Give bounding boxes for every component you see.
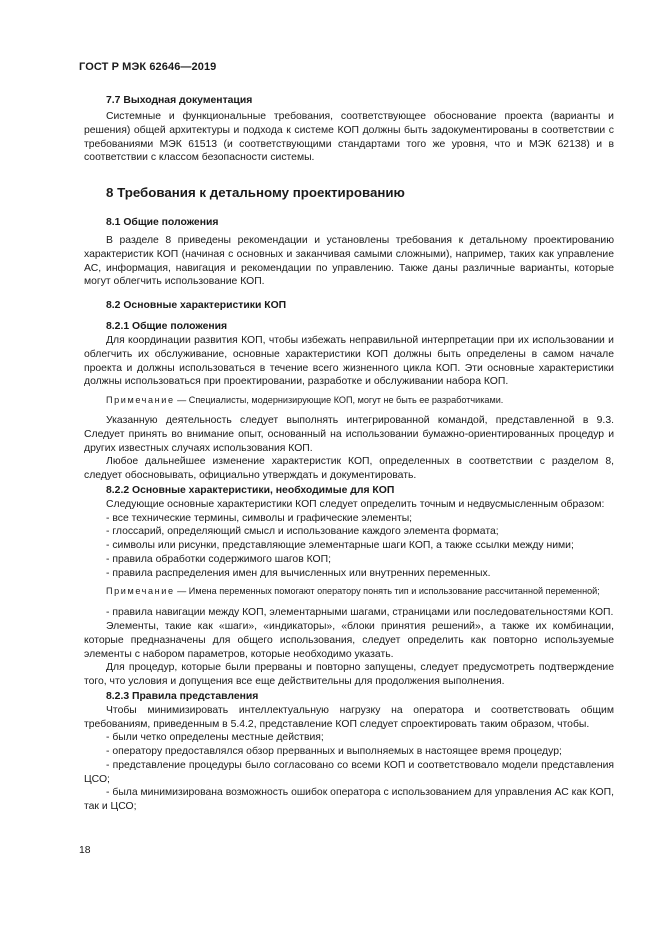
section-8-2-1-note	[84, 394, 614, 407]
section-8-1-title: 8.1 Общие положения	[106, 217, 219, 228]
note-text: — Имена переменных помогают оператору понять тип и использование рассчитанной переменной;	[174, 586, 600, 597]
section-8-2-2-intro: Следующие основные характеристики КОП следует определить точным и недвусмысленным образом:	[106, 498, 605, 510]
section-8-1-paragraph: В разделе 8 приведены рекомендации и установлены требования к детальному проектированию характеристик КОП (начиная с основных и заканчивая самыми сложными), например, таких как управление АС, информация, навигация и рекомендации по управлению. Также даны различные варианты, которые могут облегчить использование КОП.	[84, 235, 614, 288]
list-item: - правила обработки содержимого шагов КОП;	[106, 553, 331, 565]
section-8-2-2-note	[84, 585, 614, 598]
page-number: 18	[79, 845, 91, 856]
section-8-2-3-intro: Чтобы минимизировать интеллектуальную нагрузку на оператора и соответствовать общим требованиям, приведенным в 5.4.2, представление КОП следует спроектировать таким образом, чтобы.	[84, 704, 614, 730]
list-item: - правила навигации между КОП, элементарными шагами, страницами или последовательностями КОП.	[106, 607, 614, 619]
section-7-7-title: 7.7 Выходная документация	[106, 95, 253, 106]
list-item: - символы или рисунки, представляющие элементарные шаги КОП, а также ссылки между ними;	[106, 540, 574, 551]
section-8-title: 8 Требования к детальному проектированию	[106, 185, 405, 200]
section-8-2-2-title: 8.2.2 Основные характеристики, необходимые для КОП	[106, 484, 395, 496]
section-7-7-paragraph: Системные и функциональные требования, соответствующее обоснование проекта (варианты и решения) общей архитектуры и подхода к системе КОП должны быть задокументированы в соответствии с требованиями МЭК 61513 (и соответствующими стандартами того же уровня, что и МЭК 62138) и в соответствии с классом безопасности системы.	[84, 111, 614, 164]
list-item: - оператору предоставлялся обзор прерванных и выполняемых в настоящее время процедур;	[106, 746, 562, 757]
list-item: - была минимизирована возможность ошибок оператора с использованием для управления АС как КОП, так и ЦСО;	[84, 787, 614, 812]
note-label: Примечание	[106, 586, 175, 597]
section-8-2-title: 8.2 Основные характеристики КОП	[106, 300, 287, 311]
section-8-2-1-paragraph-1: Для координации развития КОП, чтобы избежать неправильной интерпретации при их использовании и облегчить их обслуживание, основные характеристики КОП должны быть определены в самом начале проекта и должны использоваться в течение всего жизненного цикла КОП. Эти основные характеристики должны использоваться при проектировании, разработке и обслуживании набора КОП.	[84, 335, 614, 388]
section-8-2-2-paragraph-2: Элементы, такие как «шаги», «индикаторы», «блоки принятия решений», а также их комбинации, которые предназначены для общего использования, следует определить как повторно используемые элементы с набором параметров, которые необходимо указать.	[84, 621, 614, 660]
section-8-2-1-title: 8.2.1 Общие положения	[106, 321, 228, 332]
page-header-standard: ГОСТ Р МЭК 62646—2019	[79, 61, 217, 73]
section-8-2-1-paragraph-3: Любое дальнейшее изменение характеристик КОП, определенных в соответствии с разделом 8, следует обосновывать, официально утверждать и документировать.	[84, 456, 614, 481]
note-text: — Специалисты, модернизирующие КОП, могут не быть ее разработчиками.	[174, 395, 504, 405]
list-item: - правила распределения имен для вычисленных или внутренних переменных.	[106, 567, 491, 579]
list-item: - представление процедуры было согласовано со всеми КОП и соответствовало модели представления ЦСО;	[84, 759, 614, 785]
list-item: - глоссарий, определяющий смысл и использование каждого элемента формата;	[106, 526, 499, 538]
page-content	[84, 92, 614, 814]
section-8-2-1-paragraph-2: Указанную деятельность следует выполнять интегрированной командой, представленной в 9.3. Следует принять во внимание опыт, основанный на использовании бумажно-ориентированных процедур и других известных случаях использования КОП.	[84, 415, 614, 454]
list-item: - были четко определены местные действия;	[106, 732, 324, 744]
list-item: - все технические термины, символы и графические элементы;	[106, 512, 413, 524]
section-8-2-2-paragraph-3: Для процедур, которые были прерваны и повторно запущены, следует предусмотреть подтверждение того, что условия и допущения все еще действительны для продолжения выполнения.	[84, 662, 614, 687]
note-label: Примечание	[106, 395, 175, 405]
section-8-2-3-title: 8.2.3 Правила представления	[106, 690, 259, 702]
